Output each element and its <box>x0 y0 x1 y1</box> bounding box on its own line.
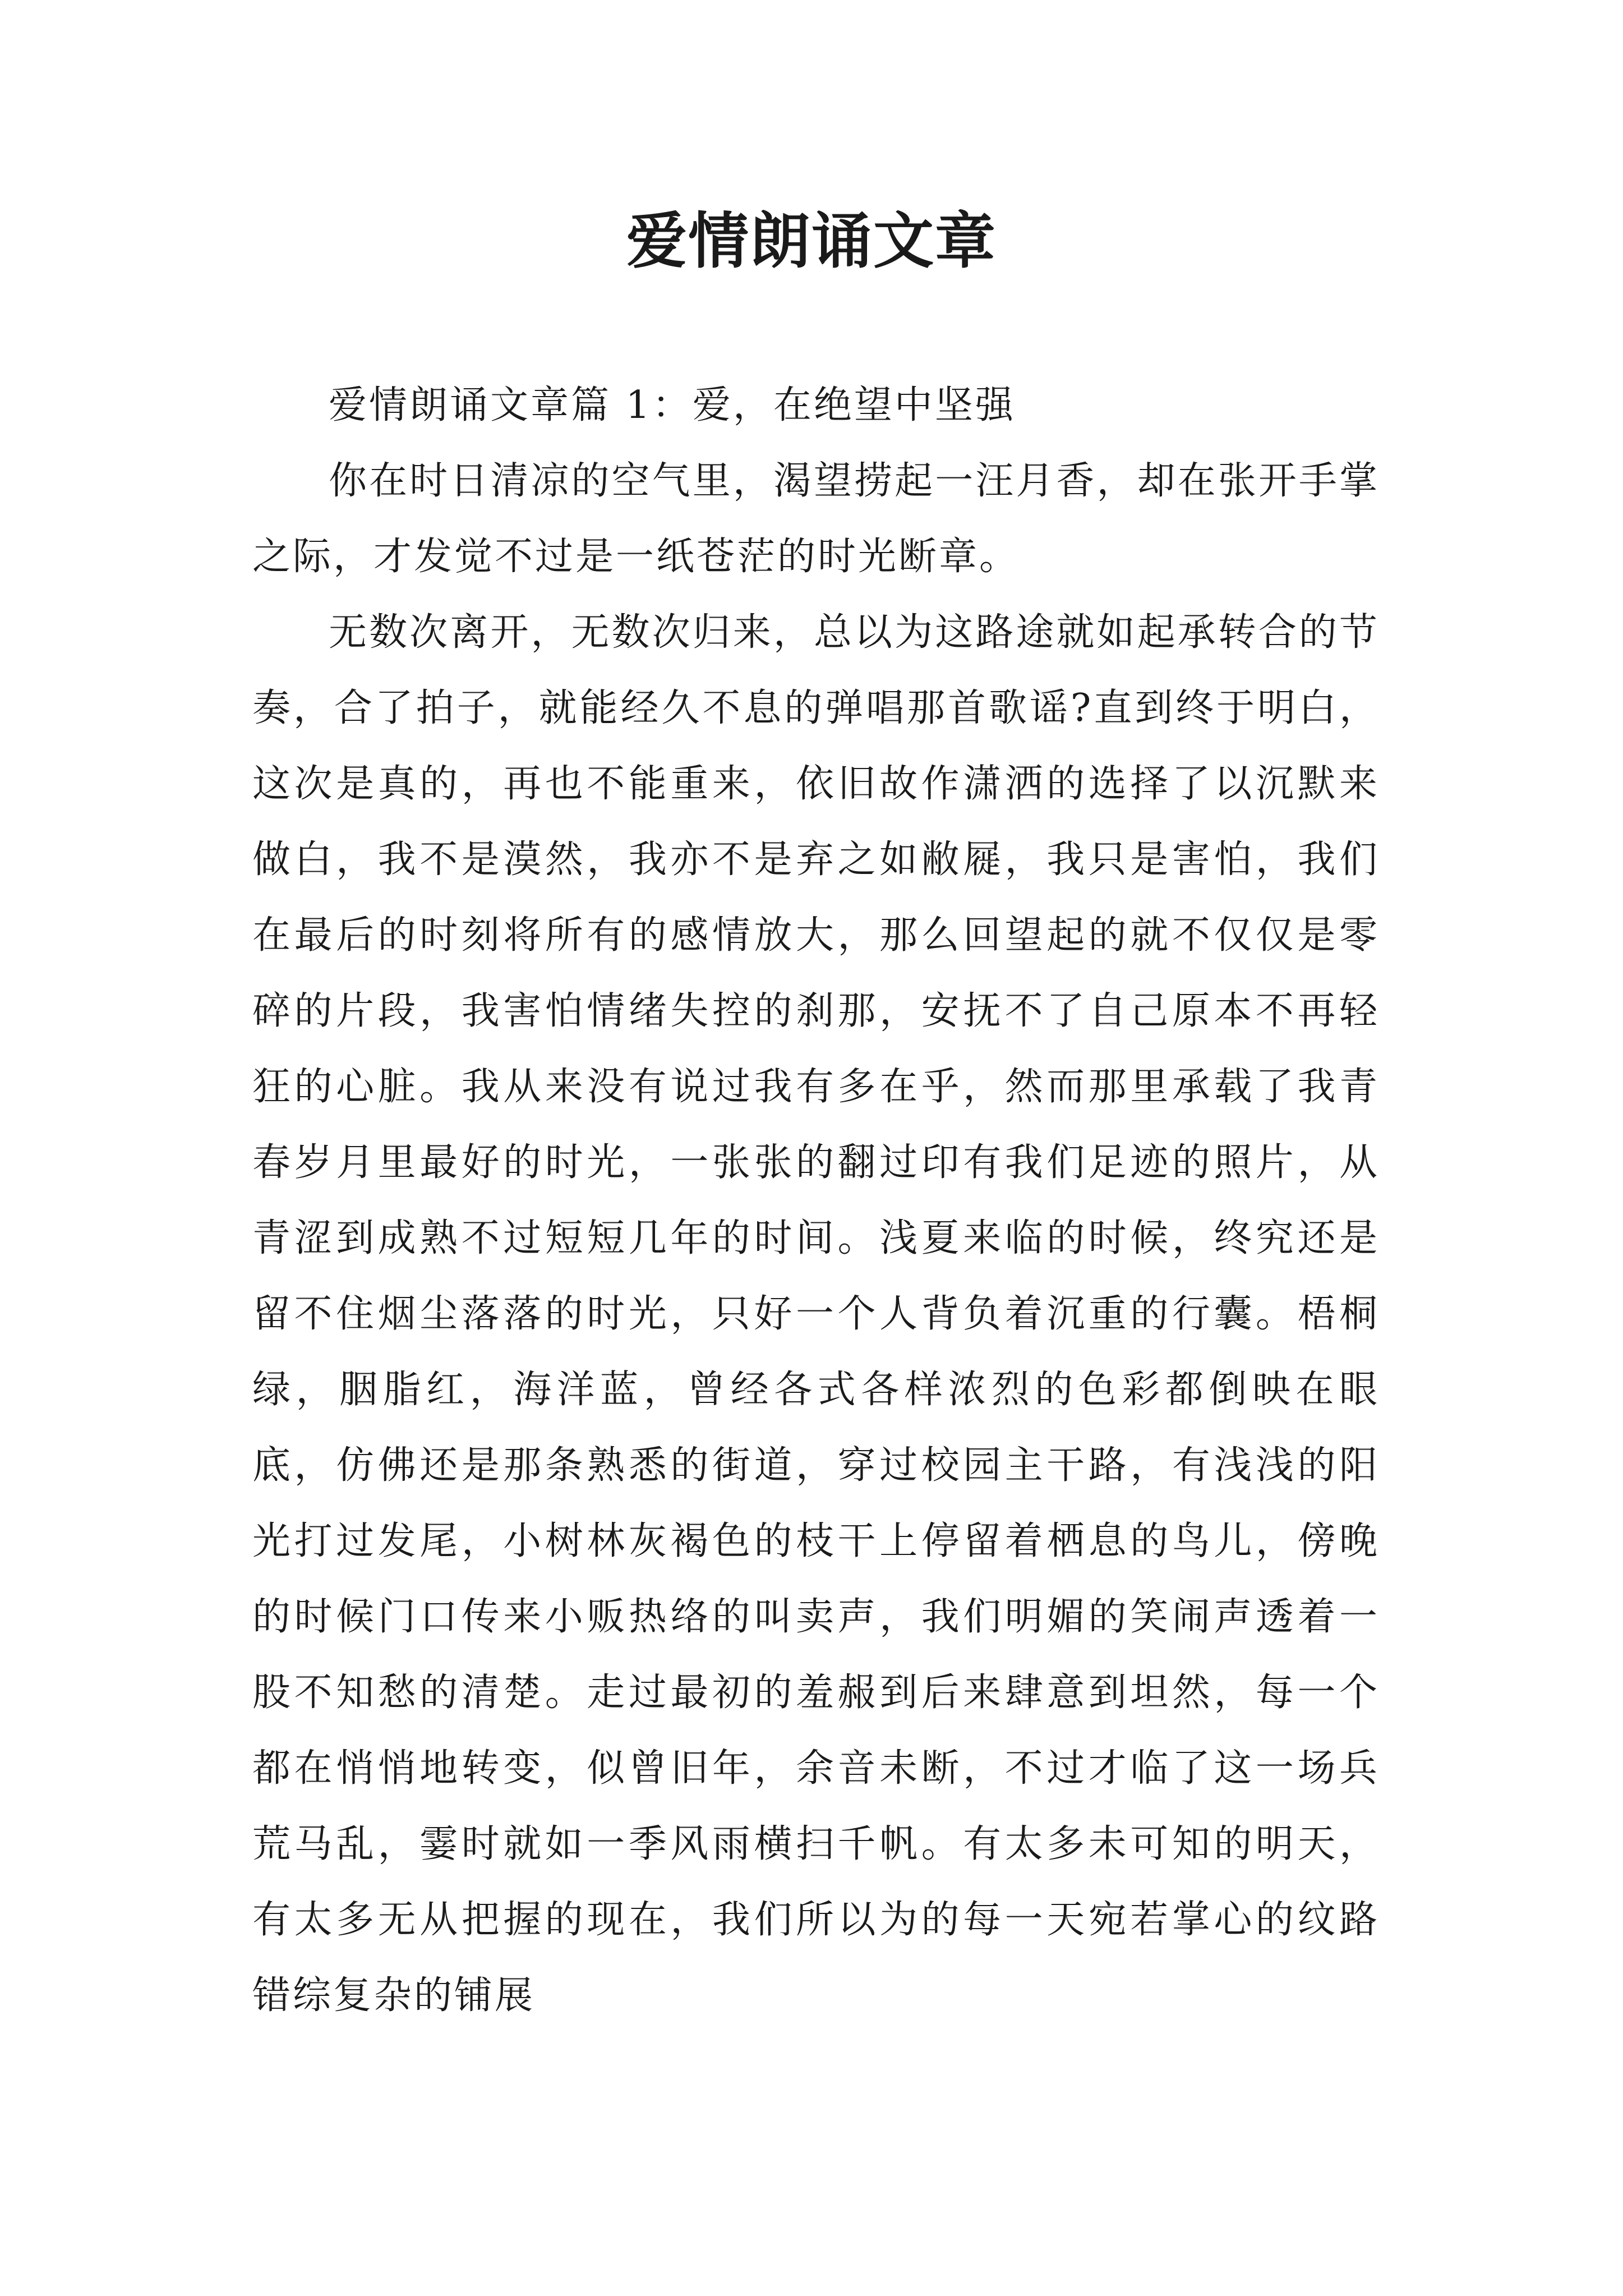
document-body <box>252 367 1380 2033</box>
section-heading: 爱情朗诵文章篇 1：爱，在绝望中坚强 <box>329 383 1016 427</box>
paragraph: 你在时日清凉的空气里，渴望捞起一汪月香，却在张开手掌之际，才发觉不过是一纸苍茫的时光断章。 <box>252 459 1380 579</box>
paragraph: 无数次离开，无数次归来，总以为这路途就如起承转合的节奏，合了拍子，就能经久不息的弹唱那首歌谣?直到终于明白，这次是真的，再也不能重来，依旧故作潇洒的选择了以沉默来做白，我不是漠然，我亦不是弃之如敝屣，我只是害怕，我们在最后的时刻将所有的感情放大，那么回望起的就不仅仅是零碎的片段，我害怕情绪失控的刹那，安抚不了自己原本不再轻狂的心脏。我从来没有说过我有多在乎，然而那里承载了我青春岁月里最好的时光，一张张的翻过印有我们足迹的照片，从青涩到成熟不过短短几年的时间。浅夏来临的时候，终究还是留不住烟尘落落的时光，只好一个人背负着沉重的行囊。梧桐绿，胭脂红，海洋蓝，曾经各式各样浓烈的色彩都倒映在眼底，仿佛还是那条熟悉的街道，穿过校园主干路，有浅浅的阳光打过发尾，小树林灰褐色的枝干上停留着栖息的鸟儿，傍晚的时候门口传来小贩热络的叫卖声，我们明媚的笑闹声透着一股不知愁的清楚。走过最初的羞赧到后来肆意到坦然，每一个都在悄悄地转变，似曾旧年，余音未断，不过才临了这一场兵荒马乱，霎时就如一季风雨横扫千帆。有太多未可知的明天，有太多无从把握的现在，我们所以为的每一天宛若掌心的纹路错综复杂的铺展 <box>252 610 1380 2018</box>
document-title: 爱情朗诵文章 <box>626 206 997 277</box>
